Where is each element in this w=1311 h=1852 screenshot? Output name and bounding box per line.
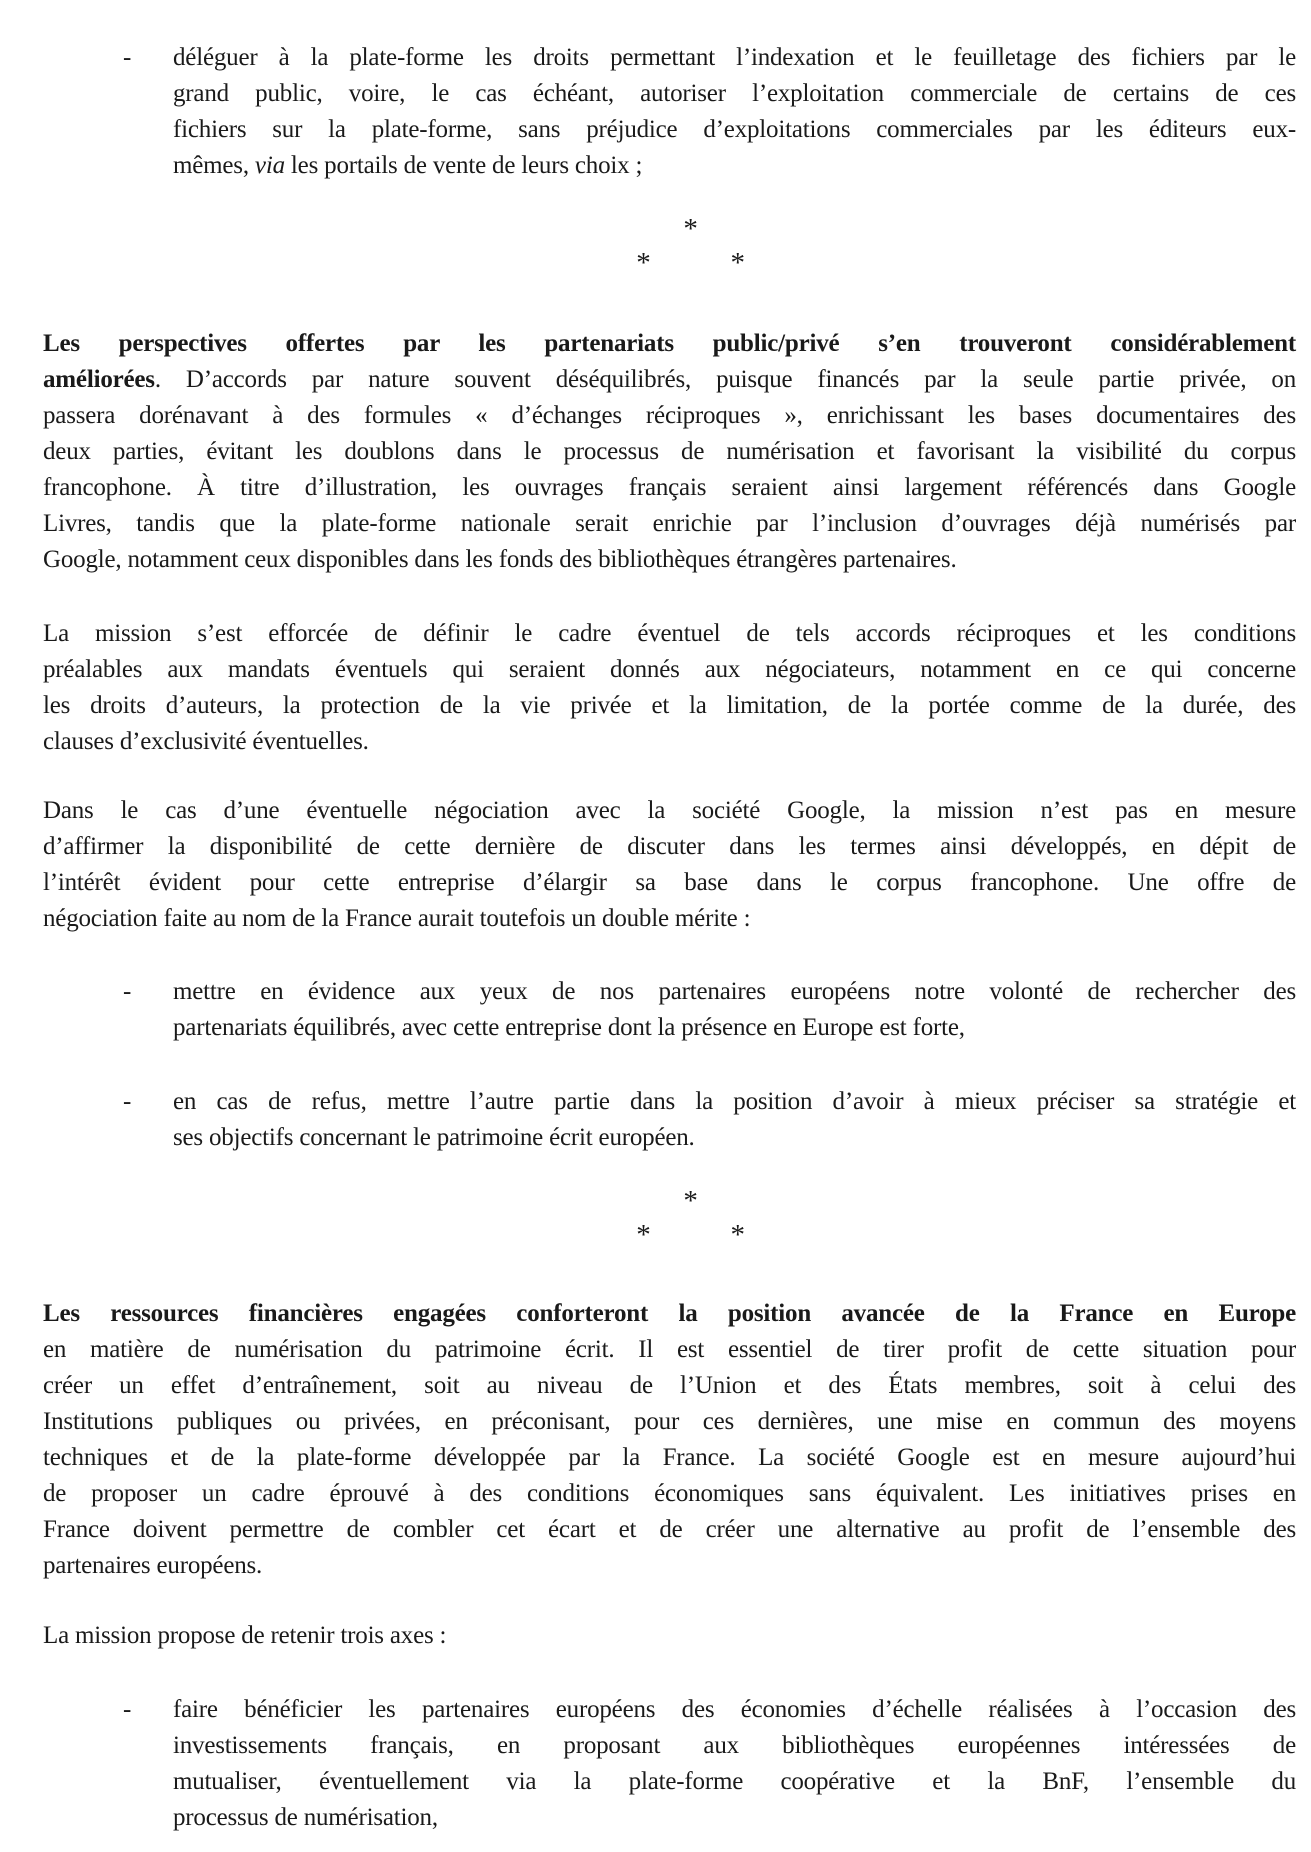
asterisk: * <box>730 1219 745 1251</box>
paragraph <box>43 326 1296 578</box>
text-run: les droits d’auteurs, la protection de la vie privée et la limitation, de la portée comme de la durée, des <box>43 692 1296 719</box>
text-run: mutualiser, éventuellement via la plate-forme coopérative et la BnF, l’ensemble du <box>173 1768 1296 1795</box>
text-line <box>43 865 1296 901</box>
text-run: processus de numérisation, <box>173 1804 438 1831</box>
bullet-item <box>43 1692 1296 1836</box>
text-run: Livres, tandis que la plate-forme nationale serait enrichie par l’inclusion d’ouvrages déjà numérisés par <box>43 510 1296 537</box>
bullet-dash: - <box>123 978 132 1005</box>
text-line <box>173 1764 1296 1800</box>
bullet-item <box>43 40 1296 184</box>
text-line <box>43 829 1296 865</box>
text-line <box>43 1440 1296 1476</box>
text-run: de proposer un cadre éprouvé à des conditions économiques sans équivalent. Les initiatives prises en <box>43 1480 1296 1507</box>
text-line <box>173 1692 1296 1728</box>
text-line <box>173 1120 1296 1156</box>
text-line <box>43 793 1296 829</box>
text-run: déléguer à la plate-forme les droits permettant l’indexation et le feuilletage des fichiers par le <box>173 44 1296 71</box>
text-run: partenariats équilibrés, avec cette entreprise dont la présence en Europe est forte, <box>173 1014 965 1041</box>
text-line <box>43 1476 1296 1512</box>
text-line <box>173 1010 1296 1046</box>
text-run: La mission s’est efforcée de définir le cadre éventuel de tels accords réciproques et les conditions <box>43 620 1296 647</box>
text-run: La mission propose de retenir trois axes : <box>43 1622 447 1649</box>
text-line <box>43 901 1296 937</box>
text-line <box>43 724 1296 760</box>
text-run: Dans le cas d’une éventuelle négociation avec la société Google, la mission n’est pas en mesure <box>43 797 1296 824</box>
bullet-dash: - <box>123 44 132 71</box>
paragraph <box>43 616 1296 760</box>
text-run: en matière de numérisation du patrimoine écrit. Il est essentiel de tirer profit de cette situation pour <box>43 1336 1296 1363</box>
bullet-item <box>43 974 1296 1046</box>
text-line <box>43 1618 1296 1654</box>
text-run: Institutions publiques ou privées, en préconisant, pour ces dernières, une mise en commun des moyens <box>43 1408 1296 1435</box>
paragraph <box>43 1618 1296 1654</box>
text-run: techniques et de la plate-forme développée par la France. La société Google est en mesure aujourd’hui <box>43 1444 1296 1471</box>
bullet-dash: - <box>123 1088 132 1115</box>
text-run: clauses d’exclusivité éventuelles. <box>43 728 369 755</box>
text-run: faire bénéficier les partenaires européens des économies d’échelle réalisées à l’occasion des <box>173 1696 1296 1723</box>
separator-row <box>64 212 1311 246</box>
text-line <box>43 616 1296 652</box>
text-line <box>43 1548 1296 1584</box>
text-line <box>43 1404 1296 1440</box>
text-line <box>173 1800 1296 1836</box>
separator-row <box>64 1218 1311 1252</box>
asterisk: * <box>730 247 745 279</box>
text-line <box>173 1084 1296 1120</box>
text-run: francophone. À titre d’illustration, les ouvrages français seraient ainsi largement référencés dans Google <box>43 474 1296 501</box>
text-line <box>43 362 1296 398</box>
paragraph <box>43 1296 1296 1584</box>
text-line <box>173 112 1296 148</box>
separator-row <box>64 1184 1311 1218</box>
text-run: grand public, voire, le cas échéant, autoriser l’exploitation commerciale de certains de ces <box>173 80 1296 107</box>
text-run: négociation faite au nom de la France aurait toutefois un double mérite : <box>43 905 751 932</box>
text-line <box>43 1332 1296 1368</box>
text-line <box>43 470 1296 506</box>
separator-row <box>64 246 1311 280</box>
text-run: investissements français, en proposant aux bibliothèques européennes intéressées de <box>173 1732 1296 1759</box>
text-run: les portails de vente de leurs choix ; <box>284 152 643 179</box>
text-run: Les ressources financières engagées conforteront la position avancée de la France en Europe <box>43 1300 1296 1327</box>
text-run: d’affirmer la disponibilité de cette dernière de discuter dans les termes ainsi développés, en dépit de <box>43 833 1296 860</box>
text-line <box>43 398 1296 434</box>
text-run: améliorées <box>43 366 155 393</box>
text-run: Google, notamment ceux disponibles dans les fonds des bibliothèques étrangères partenaires. <box>43 546 957 573</box>
section-separator <box>64 1184 1311 1252</box>
text-line <box>43 506 1296 542</box>
text-line <box>43 652 1296 688</box>
text-run: l’intérêt évident pour cette entreprise d’élargir sa base dans le corpus francophone. Une offre de <box>43 869 1296 896</box>
text-run: passera dorénavant à des formules « d’échanges réciproques », enrichissant les bases documentaires des <box>43 402 1296 429</box>
text-run: créer un effet d’entraînement, soit au niveau de l’Union et des États membres, soit à celui des <box>43 1372 1296 1399</box>
text-run: ses objectifs concernant le patrimoine écrit européen. <box>173 1124 695 1151</box>
text-line <box>43 326 1296 362</box>
text-run: France doivent permettre de combler cet écart et de créer une alternative au profit de l’ensemble des <box>43 1516 1296 1543</box>
text-run: deux parties, évitant les doublons dans le processus de numérisation et favorisant la visibilité du corpus <box>43 438 1296 465</box>
text-line <box>43 434 1296 470</box>
paragraph <box>43 793 1296 937</box>
text-line <box>43 1512 1296 1548</box>
text-line <box>173 40 1296 76</box>
text-run: mêmes, <box>173 152 255 179</box>
text-run: . D’accords par nature souvent déséquilibrés, puisque financés par la seule partie privée, on <box>154 366 1296 393</box>
text-run: Les perspectives offertes par les partenariats public/privé s’en trouveront considérablement <box>43 330 1296 357</box>
text-line <box>43 542 1296 578</box>
text-run: partenaires européens. <box>43 1552 263 1579</box>
text-line <box>173 1728 1296 1764</box>
asterisk: * <box>636 247 651 279</box>
text-line <box>43 1296 1296 1332</box>
text-run: via <box>254 152 285 179</box>
text-run: fichiers sur la plate-forme, sans préjudice d’exploitations commerciales par les éditeurs eux- <box>173 116 1296 143</box>
text-line <box>43 1368 1296 1404</box>
text-run: en cas de refus, mettre l’autre partie dans la position d’avoir à mieux préciser sa stratégie et <box>173 1088 1296 1115</box>
text-line <box>43 688 1296 724</box>
text-run: mettre en évidence aux yeux de nos partenaires européens notre volonté de rechercher des <box>173 978 1296 1005</box>
text-line <box>173 148 1296 184</box>
asterisk: * <box>683 213 698 245</box>
text-line <box>173 974 1296 1010</box>
section-separator <box>64 212 1311 280</box>
asterisk: * <box>683 1185 698 1217</box>
text-run: préalables aux mandats éventuels qui seraient donnés aux négociateurs, notamment en ce qui concerne <box>43 656 1296 683</box>
text-line <box>173 76 1296 112</box>
bullet-item <box>43 1084 1296 1156</box>
bullet-dash: - <box>123 1696 132 1723</box>
asterisk: * <box>636 1219 651 1251</box>
